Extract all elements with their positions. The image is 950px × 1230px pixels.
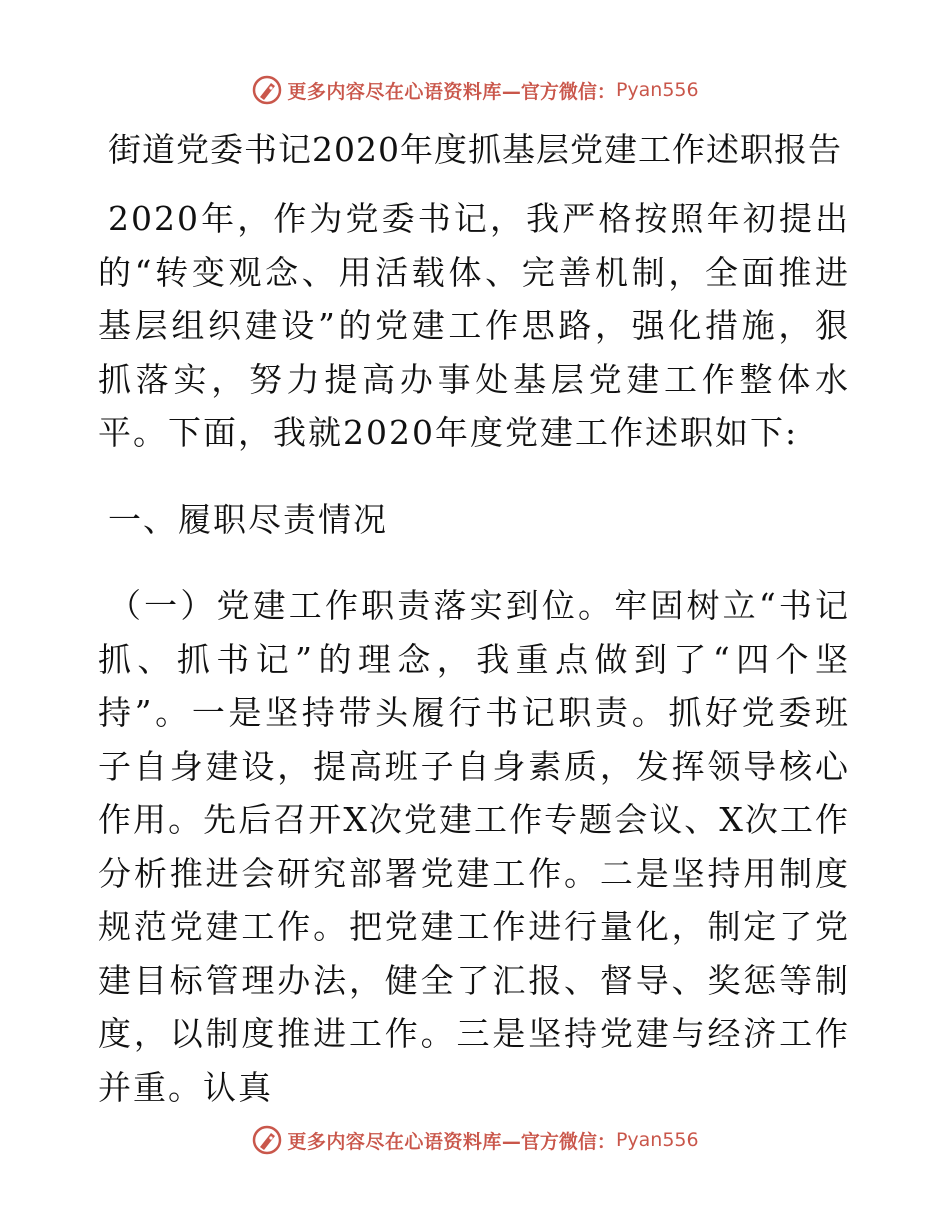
document-title: 街道党委书记2020年度抓基层党建工作述职报告	[108, 130, 842, 169]
watermark-account: Pyan556	[615, 79, 699, 101]
watermark-text: 更多内容尽在心语资料库	[287, 80, 502, 103]
section-paragraph: （一）党建工作职责落实到位。牢固树立“书记抓、抓书记”的理念，我重点做到了“四个坚持”。一是坚持带头履行书记职责。抓好党委班子自身建设，提高班子自身素质，发挥领导核心作用。先后召开X次党建工作专题会议、X次工作分析推进会研究部署党建工作。二是坚持用制度规范党建工作。把党建工作进行量化，制定了党建目标管理办法，健全了汇报、督导、奖惩等制度，以制度推进工作。三是坚持党建与经济工作并重。认真	[98, 586, 850, 1107]
intro-paragraph: 2020年，作为党委书记，我严格按照年初提出的“转变观念、用活载体、完善机制，全面推进基层组织建设”的党建工作思路，强化措施，狠抓落实，努力提高办事处基层党建工作整体水平。下面，我就2020年度党建工作述职如下:	[98, 199, 850, 452]
footer-watermark	[0, 1120, 950, 1160]
watermark-separator: —官方微信：	[501, 1130, 616, 1153]
watermark-text: 更多内容尽在心语资料库	[287, 1130, 502, 1153]
pen-nib-logo-icon	[251, 1124, 283, 1156]
section-heading: 一、履职尽责情况	[108, 499, 388, 539]
watermark-separator: —官方微信：	[501, 80, 616, 103]
pen-nib-logo-icon	[251, 74, 283, 106]
watermark-account: Pyan556	[615, 1129, 699, 1151]
document-body	[98, 192, 850, 1114]
header-watermark	[0, 70, 950, 110]
